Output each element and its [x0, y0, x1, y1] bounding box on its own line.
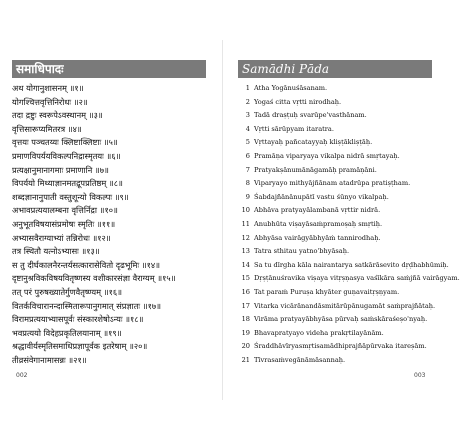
sutra-text: Tatra sthitau yatno'bhyāsaḥ. [254, 247, 350, 256]
sanskrit-sutra-line: स तु दीर्घकालनैरन्तर्यसत्कारासेवितो दृढभूमिः ॥१४॥ [12, 259, 161, 270]
sanskrit-sutra-line: योगश्चित्तवृत्तिनिरोधः ॥२॥ [12, 96, 88, 107]
transliteration-sutra-line [238, 354, 432, 368]
transliteration-sutra-line [238, 272, 460, 286]
transliteration-sutra-line [238, 164, 432, 178]
transliteration-sutra-line [238, 313, 432, 327]
sutra-number: 4 [245, 124, 250, 133]
sutra-text: Virāma pratyayābhyāsa pūrvaḥ saṁskāraśeṣo'nyaḥ. [254, 315, 428, 324]
sanskrit-sutra-line: तत् परं पुरुषख्यातेर्गुणवैतृष्ण्यम् ॥१६॥ [12, 286, 122, 297]
sanskrit-sutra-line: तदा द्रष्टुः स्वरूपेऽवस्थानम् ॥३॥ [12, 110, 103, 121]
sutra-text: Pramāṇa viparyaya vikalpa nidrā smṛtayaḥ. [254, 151, 400, 160]
sutra-number: 17 [241, 301, 250, 310]
sutra-text: Tat paraṁ Puruṣa khyāter guṇavaitṛṣṇyam. [254, 287, 400, 296]
sutra-text: Sa tu dīrgha kāla nairantarya satkārāsevito dṛḍhabhūmiḥ. [254, 260, 449, 269]
sutra-text: Tīvrasaṁvegānāmāsannaḥ. [254, 355, 346, 364]
sutra-text: Śabdajñānānupātī vastu śūnyo vikalpaḥ. [254, 192, 389, 201]
right-page-title: Samādhi Pāda [238, 60, 432, 78]
sanskrit-sutra-line: श्रद्धावीर्यस्मृतिसमाधिप्रज्ञापूर्वक इतरेषाम् ॥२०॥ [12, 341, 148, 352]
sutra-number: 19 [241, 328, 250, 337]
sutra-number: 5 [245, 138, 250, 147]
sutra-text: Abhyāsa vairāgyābhyāṁ tannirodhaḥ. [254, 233, 381, 242]
sutra-number: 8 [245, 179, 250, 188]
sutra-text: Śraddhāvīryasmṛtisamādhiprajñāpūrvaka itareṣām. [254, 342, 427, 351]
left-page [12, 60, 206, 390]
sanskrit-sutra-line: अभावप्रत्ययालम्बना वृत्तिर्निद्रा ॥१०॥ [12, 205, 118, 216]
sanskrit-sutra-line: शब्दज्ञानानुपाती वस्तुशून्यो विकल्पः ॥९॥ [12, 191, 129, 202]
sutra-number: 11 [241, 219, 250, 228]
sutra-text: Pratyakṣānumānāgamāḥ pramāṇāni. [254, 165, 377, 174]
sutra-number: 13 [241, 247, 250, 256]
transliteration-sutra-line [238, 96, 432, 110]
sanskrit-sutra-line: अभ्यासवैराग्याभ्यां तन्निरोधः ॥१२॥ [12, 232, 111, 243]
sutra-number: 20 [241, 342, 250, 351]
left-page-title: समाधिपादः [12, 60, 206, 78]
left-page-number: 002 [16, 372, 28, 379]
sanskrit-sutra-list [12, 82, 206, 367]
sutra-text: Vṛtti sārūpyam itaratra. [254, 124, 334, 133]
sutra-text: Dṛṣṭānuśravika viṣaya vitṛṣṇasya vaśīkāra saṁjñā vairāgyam. [254, 274, 460, 283]
transliteration-sutra-line [238, 204, 432, 218]
sutra-number: 2 [245, 97, 250, 106]
transliteration-sutra-line [238, 327, 432, 341]
transliteration-sutra-line [238, 123, 432, 137]
sutra-text: Abhāva pratyayālambanā vṛttir nidrā. [254, 206, 381, 215]
sutra-number: 12 [241, 233, 250, 242]
sanskrit-sutra-line: वितर्कविचारानन्दास्मितारूपानुगमात् संप्रज्ञातः ॥१७॥ [12, 300, 162, 311]
sanskrit-sutra-line: तत्र स्थितौ यत्नोऽभ्यासः ॥१३॥ [12, 246, 100, 257]
sutra-number: 14 [241, 260, 250, 269]
sutra-number: 10 [241, 206, 250, 215]
transliteration-sutra-line [238, 150, 432, 164]
sutra-text: Atha Yogānuśāsanam. [254, 84, 328, 92]
transliteration-sutra-line [238, 286, 432, 300]
sanskrit-sutra-line: विरामप्रत्ययाभ्यासपूर्वः संस्कारशेषोऽन्यः ॥१८॥ [12, 314, 144, 325]
sutra-text: Yogaś citta vṛtti nirodhaḥ. [254, 97, 342, 106]
sutra-text: Bhavapratyayo videha prakṛtilayānām. [254, 328, 384, 337]
sutra-text: Tadā draṣṭuḥ svarūpe'vasthānam. [254, 111, 367, 120]
transliteration-sutra-line [238, 136, 432, 150]
transliteration-sutra-line [238, 259, 449, 273]
sutra-number: 16 [241, 287, 250, 296]
transliteration-sutra-line [238, 232, 432, 246]
sutra-text: Anubhūta viṣayāsaṁpramoṣaḥ smṛtiḥ. [254, 219, 383, 228]
sanskrit-sutra-line: प्रमाणविपर्ययविकल्पनिद्रास्मृतयः ॥६॥ [12, 150, 121, 161]
sutra-number: 3 [245, 111, 250, 120]
sanskrit-sutra-line: अथ योगानुशासनम् ॥१॥ [12, 83, 84, 93]
sanskrit-sutra-line: अनुभूतविषयासंप्रमोषः स्मृतिः ॥११॥ [12, 218, 116, 229]
sutra-text: Viparyayo mithyājñānam atadrūpa pratiṣṭham. [254, 179, 411, 188]
transliteration-sutra-line [238, 109, 432, 123]
sutra-number: 15 [241, 274, 250, 283]
transliteration-sutra-line [238, 191, 432, 205]
sanskrit-sutra-line: प्रत्यक्षानुमानागमाः प्रमाणानि ॥७॥ [12, 164, 109, 175]
sanskrit-sutra-line: तीव्रसंवेगानामासन्नः ॥२१॥ [12, 354, 87, 365]
sanskrit-sutra-line: दृष्टानुश्रविकविषयवितृष्णस्य वशीकारसंज्ञा वैराग्यम् ॥१५॥ [12, 273, 176, 284]
sutra-number: 7 [245, 165, 250, 174]
transliteration-sutra-line [238, 218, 432, 232]
page-gutter [222, 40, 223, 400]
transliteration-sutra-line [238, 177, 432, 191]
sutra-text: Vitarka vicārānandāsmitārūpānugamāt saṁprajñātaḥ. [254, 301, 436, 310]
transliteration-sutra-line [238, 245, 432, 259]
sutra-number: 21 [241, 355, 250, 364]
right-page-number: 003 [414, 372, 426, 379]
right-page [238, 60, 460, 390]
sutra-number: 6 [245, 151, 250, 160]
transliteration-sutra-line [238, 300, 436, 314]
transliteration-sutra-line [238, 82, 432, 96]
sutra-number: 18 [241, 315, 250, 324]
transliteration-sutra-line [238, 340, 432, 354]
sanskrit-sutra-line: वृत्तयः पञ्चतय्यः क्लिष्टाक्लिष्टाः ॥५॥ [12, 137, 118, 148]
sanskrit-sutra-line: भवप्रत्ययो विदेहप्रकृतिलयानाम् ॥१९॥ [12, 327, 122, 338]
transliteration-sutra-list [238, 82, 460, 367]
sanskrit-sutra-line: वृत्तिसारूप्यमितरत्र ॥४॥ [12, 123, 82, 134]
sutra-text: Vṛttayaḥ pañcatayyaḥ kliṣṭākliṣṭāḥ. [254, 138, 373, 147]
sutra-number: 9 [245, 192, 250, 201]
sanskrit-sutra-line: विपर्ययो मिथ्याज्ञानमतद्रूपप्रतिष्ठम् ॥८॥ [12, 178, 123, 189]
sutra-number: 1 [245, 84, 250, 92]
